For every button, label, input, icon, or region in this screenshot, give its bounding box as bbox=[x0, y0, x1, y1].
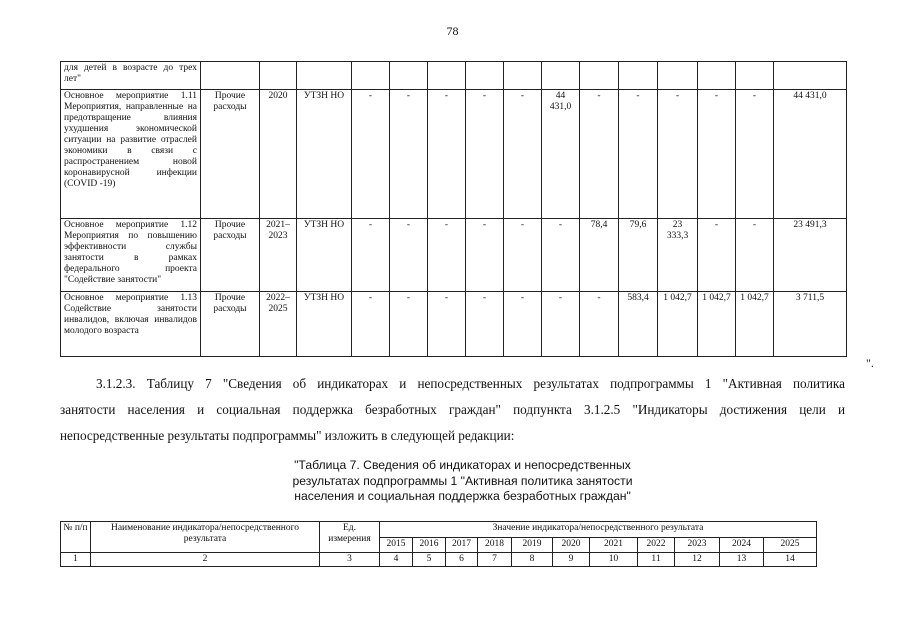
header-values: Значение индикатора/непосредственного результата bbox=[380, 522, 817, 538]
caption-line: населения и социальная поддержка безработных граждан" bbox=[294, 489, 631, 503]
page-number: 78 bbox=[446, 24, 459, 38]
value-cell: - bbox=[504, 90, 542, 219]
value-cell: - bbox=[580, 90, 619, 219]
value-cell: - bbox=[428, 292, 466, 357]
total-cell: 44 431,0 bbox=[774, 90, 847, 219]
year-header: 2022 bbox=[638, 538, 675, 553]
paragraph-line: непосредственные результаты подпрограммы" изложить в следующей редакции: bbox=[60, 428, 515, 443]
years: 2022–2025 bbox=[260, 292, 297, 357]
column-number: 1 bbox=[61, 553, 91, 567]
caption-line: "Таблица 7. Сведения об индикаторах и непосредственных bbox=[294, 458, 631, 472]
value-cell: - bbox=[390, 292, 428, 357]
amendment-paragraph bbox=[60, 371, 845, 449]
value-cell: 1 042,7 bbox=[698, 292, 736, 357]
table-cell-fragment: для детей в возрасте до трех лет" bbox=[61, 62, 201, 90]
expense-type: Прочие расходы bbox=[201, 90, 260, 219]
header-no: № п/п bbox=[61, 522, 91, 553]
column-number: 2 bbox=[91, 553, 320, 567]
paragraph-line: занятости населения и социальная поддержка безработных граждан" подпункта 3.1.2.5 "Индикаторы достижения цели и bbox=[60, 402, 845, 417]
value-cell: 1 042,7 bbox=[658, 292, 698, 357]
value-cell: 78,4 bbox=[580, 219, 619, 292]
value-cell: 583,4 bbox=[619, 292, 658, 357]
year-header: 2019 bbox=[512, 538, 553, 553]
value-cell: - bbox=[698, 90, 736, 219]
expenses-table bbox=[60, 61, 847, 357]
expense-type: Прочие расходы bbox=[201, 292, 260, 357]
column-number: 13 bbox=[720, 553, 764, 567]
year-header: 2021 bbox=[590, 538, 638, 553]
paragraph-line: 3.1.2.3. Таблицу 7 "Сведения об индикаторах и непосредственных результатах подпрограммы 1 "Активная политика bbox=[96, 376, 845, 391]
header-row bbox=[61, 522, 817, 538]
value-cell: - bbox=[658, 90, 698, 219]
value-cell: - bbox=[428, 90, 466, 219]
total-cell: 3 711,5 bbox=[774, 292, 847, 357]
value-cell: - bbox=[352, 219, 390, 292]
column-number: 10 bbox=[590, 553, 638, 567]
year-header: 2017 bbox=[446, 538, 478, 553]
value-cell: - bbox=[466, 219, 504, 292]
executor: УТЗН НО bbox=[297, 292, 352, 357]
column-number: 14 bbox=[764, 553, 817, 567]
value-cell: 1 042,7 bbox=[736, 292, 774, 357]
numbering-row bbox=[61, 553, 817, 567]
expense-type: Прочие расходы bbox=[201, 219, 260, 292]
column-number: 7 bbox=[478, 553, 512, 567]
column-number: 8 bbox=[512, 553, 553, 567]
years: 2020 bbox=[260, 90, 297, 219]
value-cell: - bbox=[504, 219, 542, 292]
indicators-table bbox=[60, 521, 817, 567]
year-header: 2025 bbox=[764, 538, 817, 553]
table-row bbox=[61, 90, 847, 219]
table-row bbox=[61, 219, 847, 292]
column-number: 11 bbox=[638, 553, 675, 567]
value-cell: - bbox=[466, 90, 504, 219]
table-row bbox=[61, 62, 847, 90]
caption-line: результатах подпрограммы 1 "Активная политика занятости bbox=[292, 473, 633, 488]
measure-name: Основное мероприятие 1.11 Мероприятия, направленные на предотвращение влияния ухудшения экономической ситуации на развитие отраслей экономики в связи с распространением новой коронавирусной инфекции (COVID -19) bbox=[61, 90, 201, 219]
value-cell: - bbox=[736, 90, 774, 219]
column-number: 3 bbox=[320, 553, 380, 567]
year-header: 2015 bbox=[380, 538, 413, 553]
year-header: 2020 bbox=[553, 538, 590, 553]
measure-name: Основное мероприятие 1.12 Мероприятия по повышению эффективности службы занятости в рамках федерального проекта "Содействие занятости" bbox=[61, 219, 201, 292]
column-number: 12 bbox=[675, 553, 720, 567]
year-header: 2023 bbox=[675, 538, 720, 553]
header-name: Наименование индикатора/непосредственного результата bbox=[91, 522, 320, 553]
total-cell: 23 491,3 bbox=[774, 219, 847, 292]
value-cell: 79,6 bbox=[619, 219, 658, 292]
table-row bbox=[61, 292, 847, 357]
measure-name: Основное мероприятие 1.13 Содействие занятости инвалидов, включая инвалидов молодого возраста bbox=[61, 292, 201, 357]
year-header: 2024 bbox=[720, 538, 764, 553]
value-cell: - bbox=[428, 219, 466, 292]
column-number: 9 bbox=[553, 553, 590, 567]
executor: УТЗН НО bbox=[297, 219, 352, 292]
table-caption bbox=[200, 458, 725, 505]
value-cell: - bbox=[736, 219, 774, 292]
value-cell: 44 431,0 bbox=[542, 90, 580, 219]
value-cell: - bbox=[619, 90, 658, 219]
value-cell: - bbox=[580, 292, 619, 357]
year-header: 2016 bbox=[413, 538, 446, 553]
closing-quote: ". bbox=[866, 356, 874, 370]
year-header: 2018 bbox=[478, 538, 512, 553]
column-number: 4 bbox=[380, 553, 413, 567]
value-cell: - bbox=[352, 90, 390, 219]
years: 2021–2023 bbox=[260, 219, 297, 292]
value-cell: - bbox=[542, 219, 580, 292]
column-number: 5 bbox=[413, 553, 446, 567]
value-cell: - bbox=[390, 90, 428, 219]
value-cell: - bbox=[542, 292, 580, 357]
value-cell: - bbox=[352, 292, 390, 357]
value-cell: - bbox=[504, 292, 542, 357]
value-cell: - bbox=[698, 219, 736, 292]
value-cell: - bbox=[390, 219, 428, 292]
column-number: 6 bbox=[446, 553, 478, 567]
value-cell: 23 333,3 bbox=[658, 219, 698, 292]
executor: УТЗН НО bbox=[297, 90, 352, 219]
value-cell: - bbox=[466, 292, 504, 357]
header-unit: Ед. измерения bbox=[320, 522, 380, 553]
